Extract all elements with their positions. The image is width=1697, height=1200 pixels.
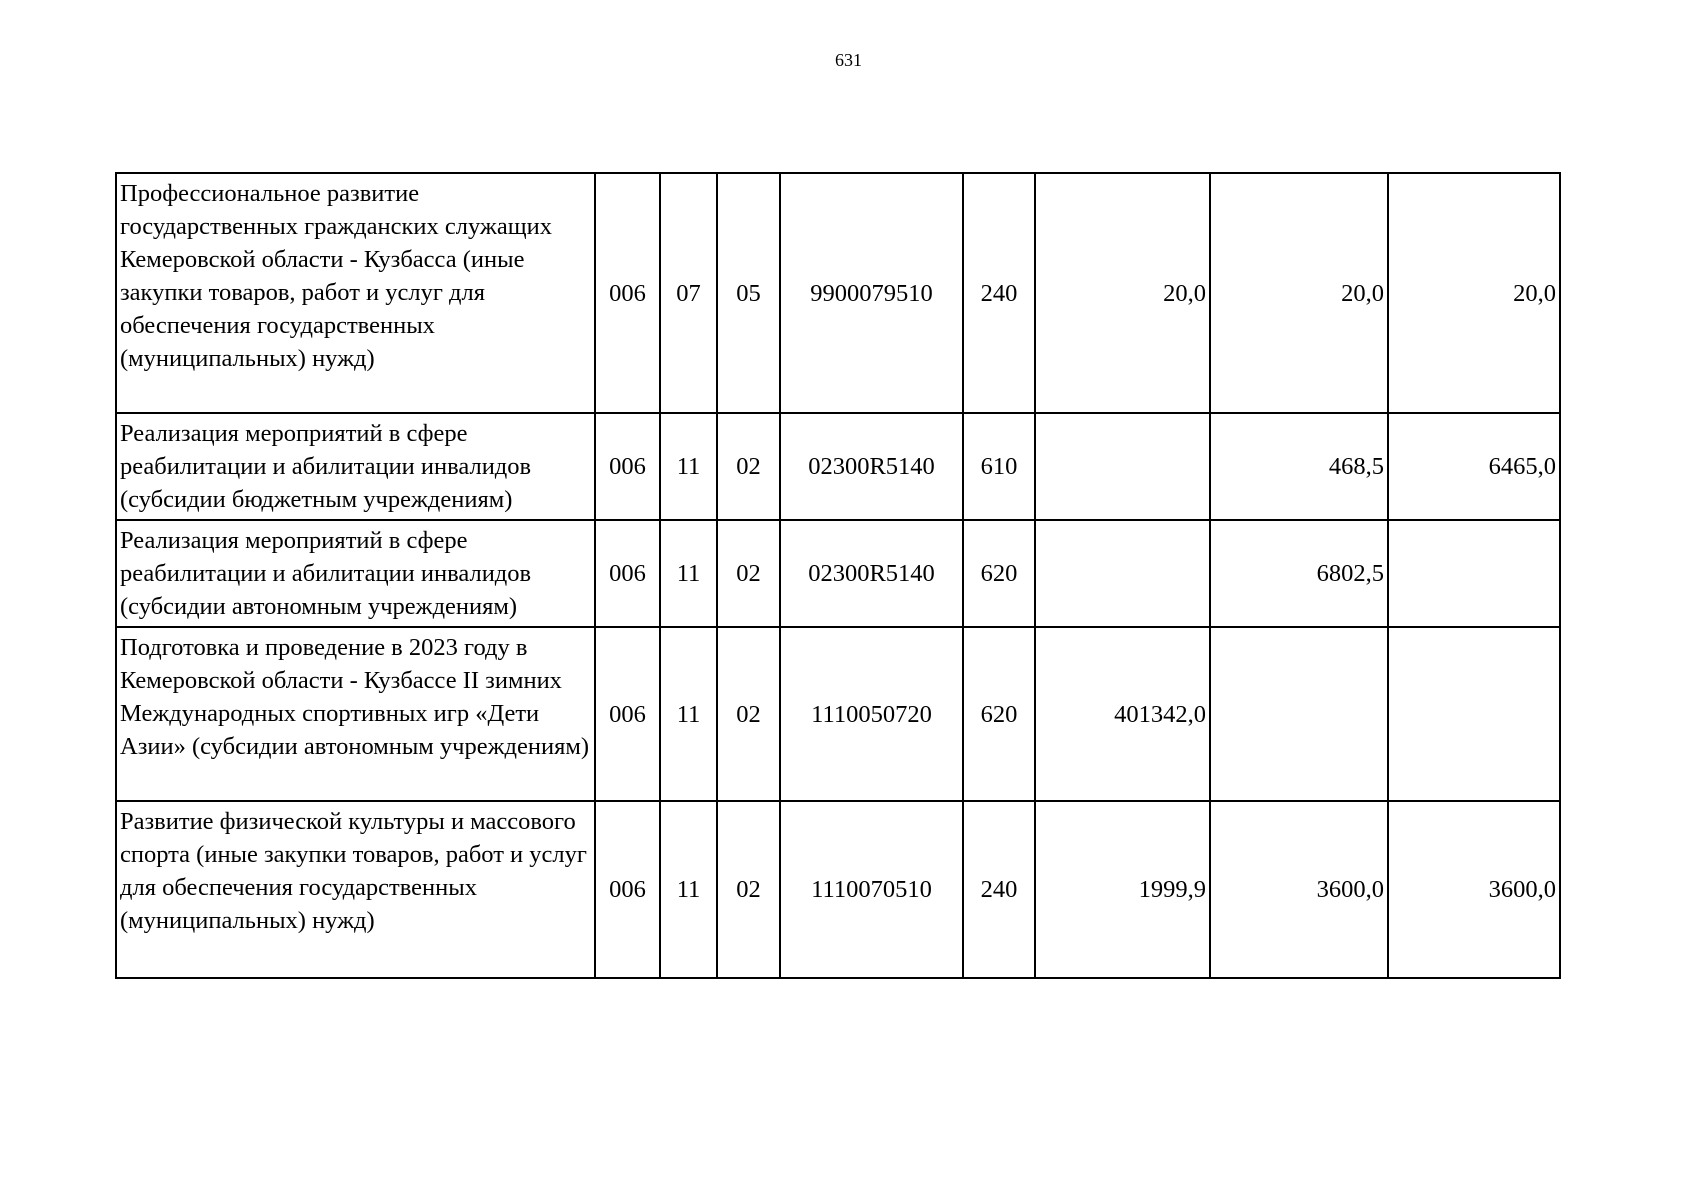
section-code: 11 — [660, 520, 717, 627]
amount-year-3: 20,0 — [1388, 173, 1560, 413]
table-row — [116, 413, 1560, 520]
subsection-code: 05 — [717, 173, 780, 413]
expense-type-code: 240 — [963, 173, 1035, 413]
expense-type-code: 610 — [963, 413, 1035, 520]
expense-type-code: 240 — [963, 801, 1035, 978]
amount-year-1 — [1035, 520, 1210, 627]
table-row — [116, 627, 1560, 801]
subsection-code: 02 — [717, 413, 780, 520]
target-article-code: 1110070510 — [780, 801, 963, 978]
amount-year-2: 468,5 — [1210, 413, 1388, 520]
section-code: 11 — [660, 801, 717, 978]
amount-year-3 — [1388, 627, 1560, 801]
budget-table — [115, 172, 1561, 979]
section-code: 11 — [660, 627, 717, 801]
table-row — [116, 173, 1560, 413]
subsection-code: 02 — [717, 801, 780, 978]
expense-type-code: 620 — [963, 627, 1035, 801]
target-article-code: 02300R5140 — [780, 413, 963, 520]
amount-year-3: 3600,0 — [1388, 801, 1560, 978]
row-description: Профессиональное развитие государственных гражданских служащих Кемеровской области - Кузбасса (иные закупки товаров, работ и услуг для обеспечения государственных (муниципальных) нужд) — [116, 173, 595, 413]
ministry-code: 006 — [595, 173, 660, 413]
ministry-code: 006 — [595, 801, 660, 978]
amount-year-3 — [1388, 520, 1560, 627]
section-code: 07 — [660, 173, 717, 413]
amount-year-1: 1999,9 — [1035, 801, 1210, 978]
page-number: 631 — [835, 50, 862, 70]
table-row — [116, 801, 1560, 978]
amount-year-1: 401342,0 — [1035, 627, 1210, 801]
amount-year-1: 20,0 — [1035, 173, 1210, 413]
target-article-code: 1110050720 — [780, 627, 963, 801]
target-article-code: 02300R5140 — [780, 520, 963, 627]
amount-year-3: 6465,0 — [1388, 413, 1560, 520]
amount-year-2: 20,0 — [1210, 173, 1388, 413]
amount-year-2: 3600,0 — [1210, 801, 1388, 978]
section-code: 11 — [660, 413, 717, 520]
subsection-code: 02 — [717, 520, 780, 627]
row-description: Реализация мероприятий в сфере реабилитации и абилитации инвалидов (субсидии автономным учреждениям) — [116, 520, 595, 627]
row-description: Реализация мероприятий в сфере реабилитации и абилитации инвалидов (субсидии бюджетным учреждениям) — [116, 413, 595, 520]
amount-year-2: 6802,5 — [1210, 520, 1388, 627]
row-description: Подготовка и проведение в 2023 году в Кемеровской области - Кузбассе II зимних Международных спортивных игр «Дети Азии» (субсидии автономным учреждениям) — [116, 627, 595, 801]
subsection-code: 02 — [717, 627, 780, 801]
expense-type-code: 620 — [963, 520, 1035, 627]
target-article-code: 9900079510 — [780, 173, 963, 413]
ministry-code: 006 — [595, 413, 660, 520]
ministry-code: 006 — [595, 627, 660, 801]
table-row — [116, 520, 1560, 627]
row-description: Развитие физической культуры и массового спорта (иные закупки товаров, работ и услуг для обеспечения государственных (муниципальных) нужд) — [116, 801, 595, 978]
amount-year-2 — [1210, 627, 1388, 801]
ministry-code: 006 — [595, 520, 660, 627]
amount-year-1 — [1035, 413, 1210, 520]
